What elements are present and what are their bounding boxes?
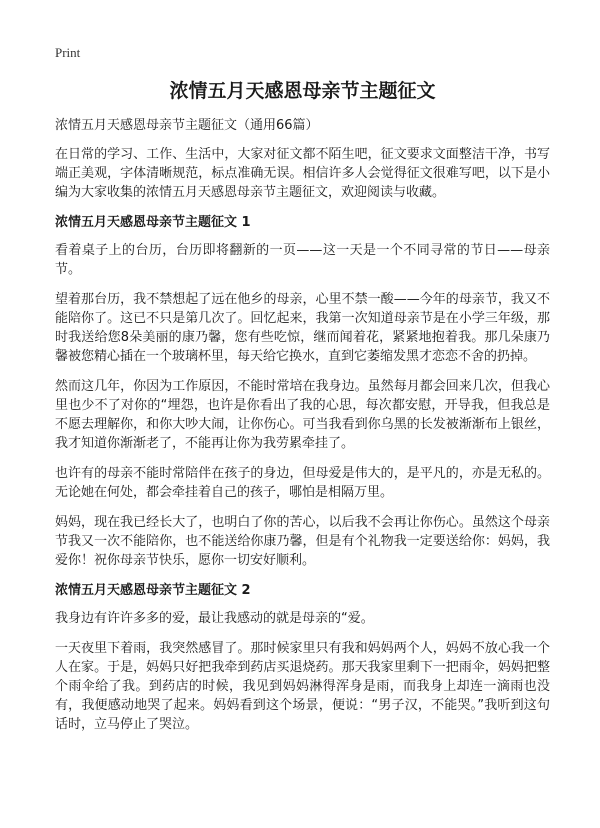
paragraph: 也许有的母亲不能时常陪伴在孩子的身边，但母爱是伟大的，是平凡的，亦是无私的。无论她在何处，都会牵挂着自己的孩子，哪怕是相隔万里。 — [55, 466, 550, 500]
section-heading-2: 浓情五月天感恩母亲节主题征文 2 — [55, 583, 251, 598]
print-link[interactable]: Print — [55, 45, 81, 60]
paragraph: 一天夜里下着雨，我突然感冒了。那时候家里只有我和妈妈两个人，妈妈不放心我一个人在家。于是，妈妈只好把我牵到药店买退烧药。那天我家里剩下一把雨伞，妈妈把整个雨伞给了我。到药店的时候，我见到妈妈淋得浑身是雨，而我身上却连一滴雨也没有，我便感动地哭了起来。妈妈看到这个场景，便说：“男子汉，不能哭。”我听到这句话时，立马停止了哭泣。 — [55, 641, 550, 732]
paragraph: 望着那台历，我不禁想起了远在他乡的母亲，心里不禁一酸——今年的母亲节，我又不能陪你了。这已不只是第几次了。回忆起来，我第一次知道母亲节是在小学三年级，那时我送给您8朵美丽的康乃馨，您有些吃惊，继而闻着花，紧紧地抱着我。那几朵康乃馨被您精心插在一个玻璃杯里，每天给它换水，直到它萎缩发黑才恋恋不舍的扔掉。 — [55, 292, 550, 364]
paragraph: 我身边有许许多多的爱，最让我感动的就是母亲的“爱。 — [55, 611, 374, 626]
section-heading-1: 浓情五月天感恩母亲节主题征文 1 — [55, 215, 251, 230]
paragraph: 看着桌子上的台历，台历即将翻新的一页——这一天是一个不同寻常的节日——母亲节。 — [55, 243, 550, 277]
document-body — [55, 78, 550, 745]
document-subtitle: 浓情五月天感恩母亲节主题征文（通用66篇） — [55, 118, 319, 133]
paragraph: 妈妈，现在我已经长大了，也明白了你的苦心，以后我不会再让你伤心。虽然这个母亲节我又一次不能陪你，也不能送给你康乃馨，但是有个礼物我一定要送给你：妈妈，我爱你！祝你母亲节快乐，愿你一切安好顺利。 — [55, 515, 550, 568]
page-title: 浓情五月天感恩母亲节主题征文 — [169, 80, 436, 102]
paragraph: 然而这几年，你因为工作原因，不能时常培在我身边。虽然每月都会回来几次，但我心里也少不了对你的“埋怨，也许是你看出了我的心思，每次都安慰，开导我，但我总是不愿去理解你，和你大吵大闹，让你伤心。可当我看到你乌黑的长发被渐渐布上银丝，我才知道你渐渐老了，不能再让你为我劳累牵挂了。 — [55, 379, 550, 451]
intro-paragraph: 在日常的学习、工作、生活中，大家对征文都不陌生吧，征文要求文面整洁干净，书写端正美观，字体清晰规范，标点准确无误。相信许多人会觉得征文很难写吧，以下是小编为大家收集的浓情五月天感恩母亲节主题征文，欢迎阅读与收藏。 — [55, 147, 550, 200]
